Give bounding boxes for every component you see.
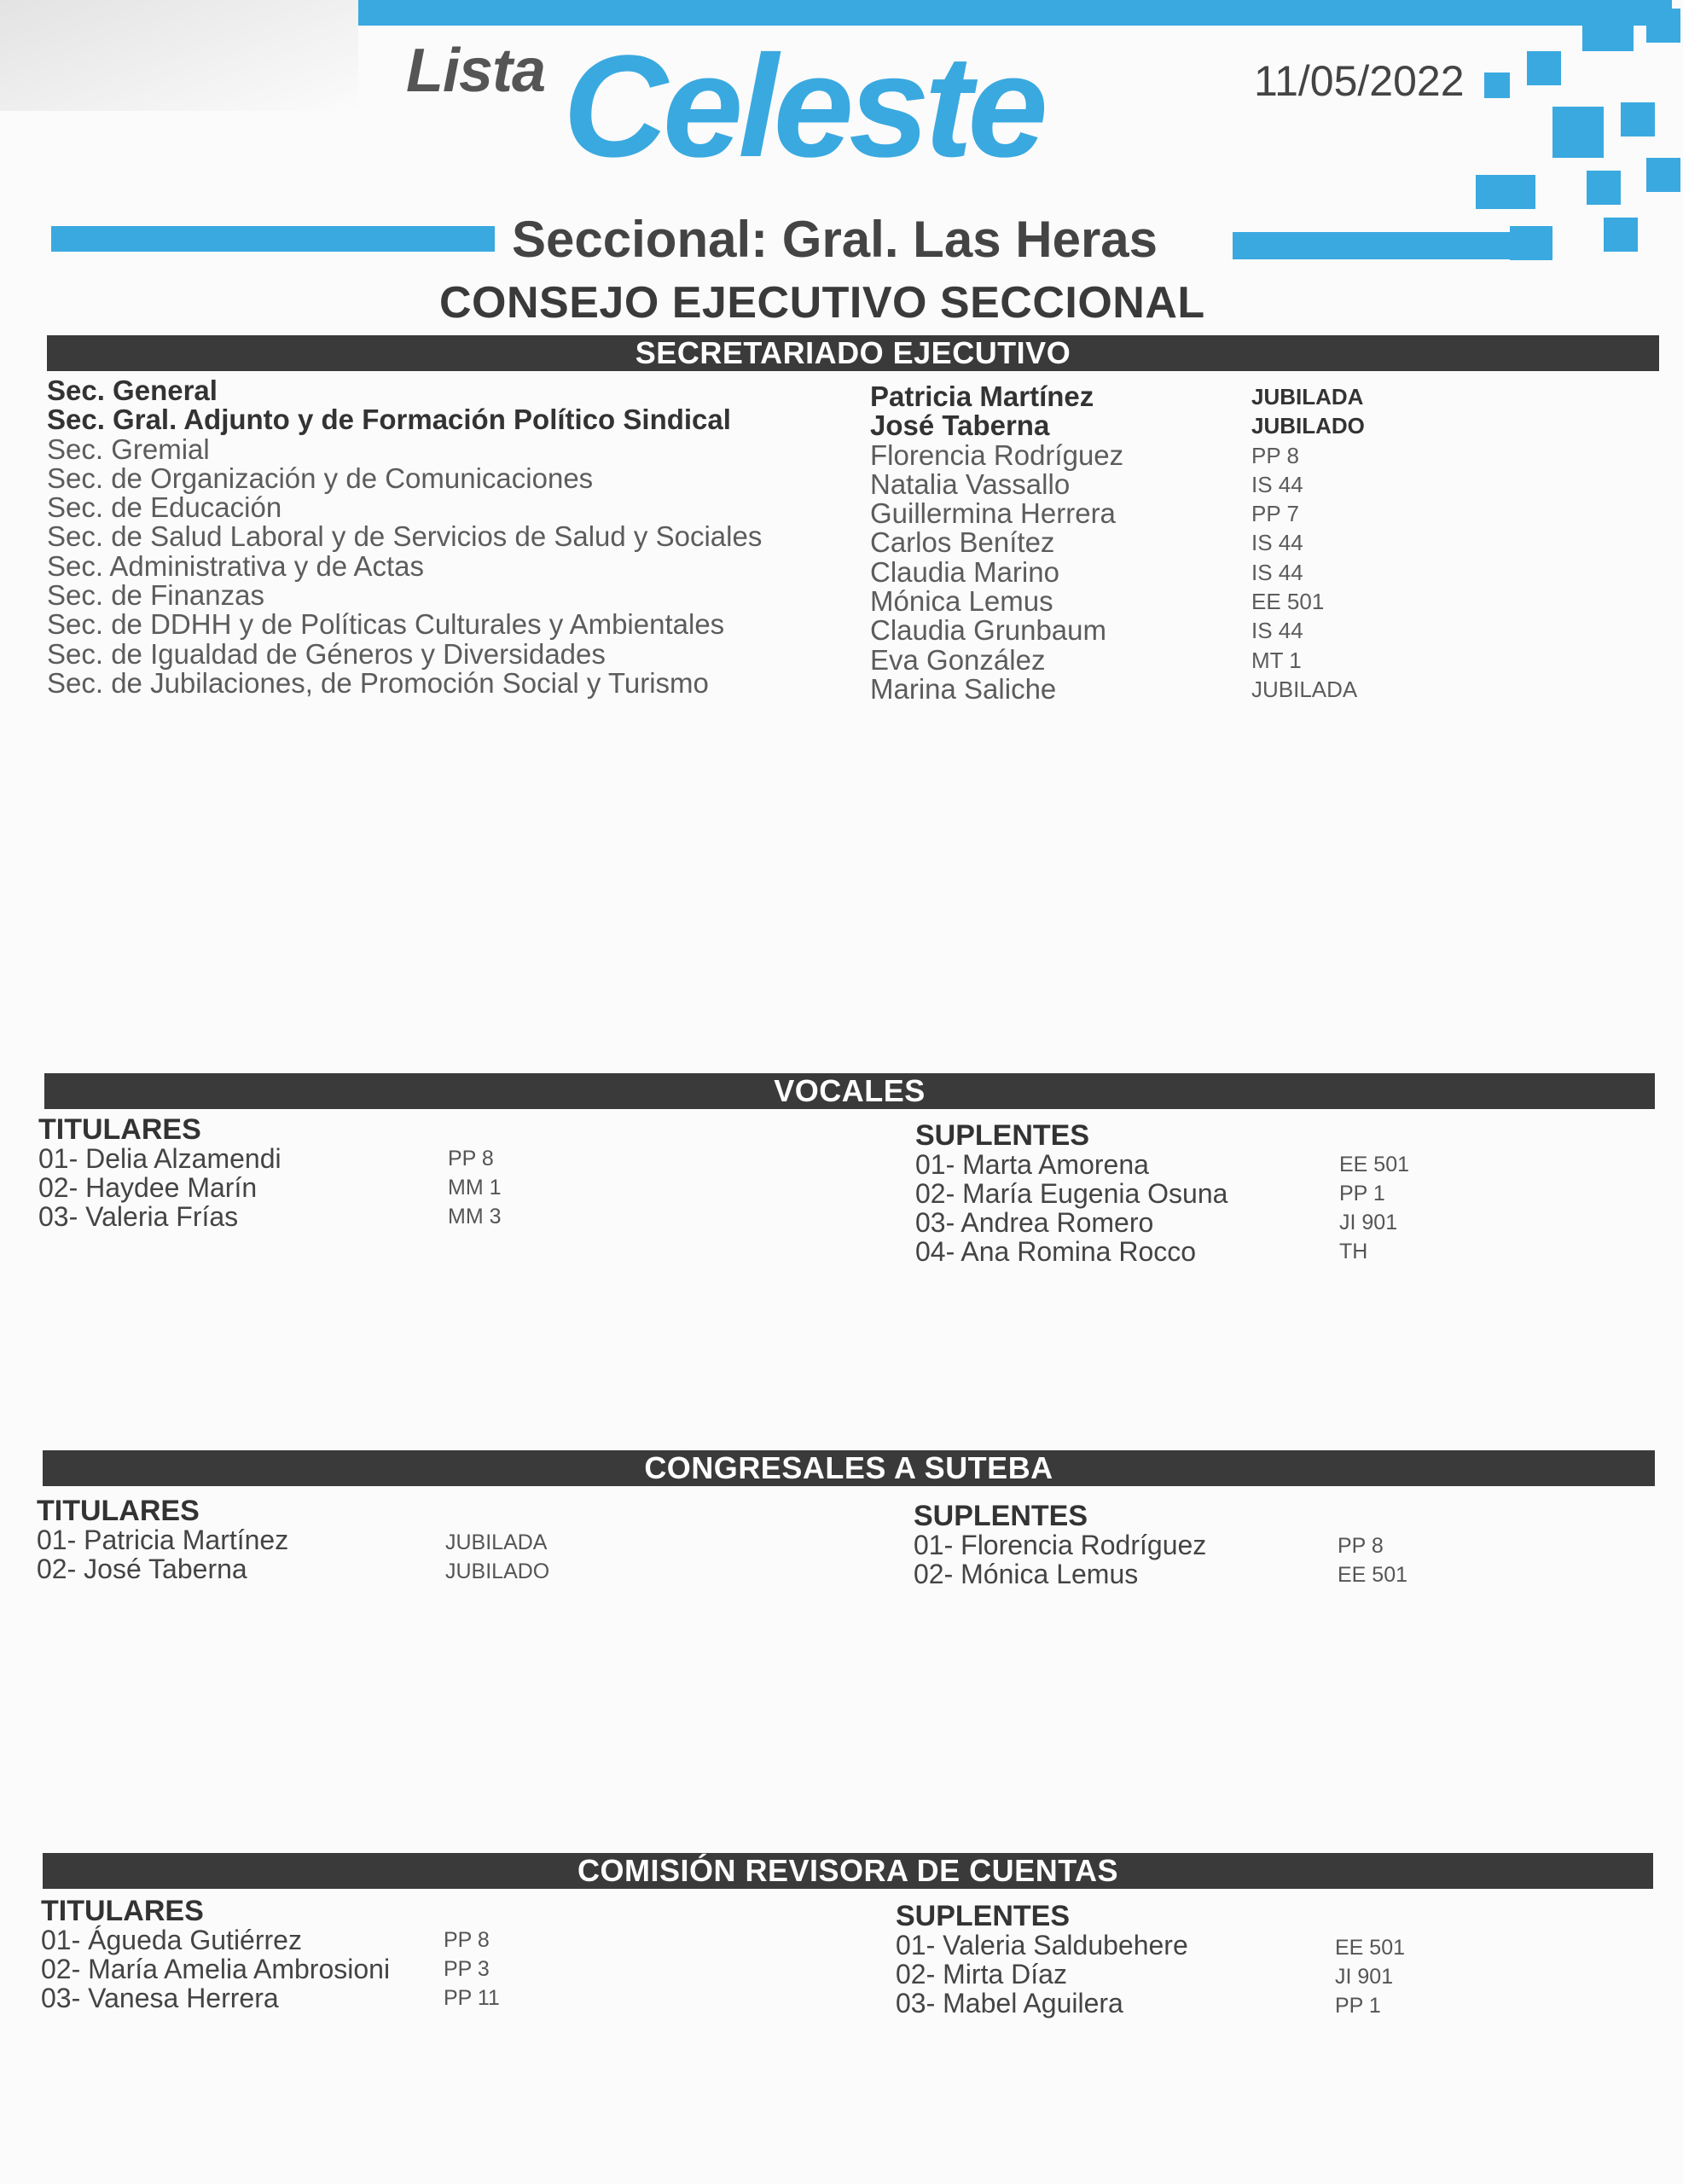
member-code: IS 44 xyxy=(1251,471,1303,497)
list-item: 03- Andrea Romero xyxy=(915,1207,1154,1238)
list-item-code: MM 3 xyxy=(448,1205,502,1228)
role-item: Sec. de Igualdad de Géneros y Diversidades xyxy=(47,637,606,670)
list-item: 01- Florencia Rodríguez xyxy=(914,1530,1207,1560)
seccional-stripe-right xyxy=(1233,232,1552,259)
vocales-bar: VOCALES xyxy=(44,1073,1655,1109)
list-item: 02- María Amelia Ambrosioni xyxy=(41,1954,391,1984)
top-left-shadow xyxy=(0,0,358,111)
secretariado-bar: SECRETARIADO EJECUTIVO xyxy=(47,335,1659,371)
list-item-code: JI 901 xyxy=(1335,1965,1394,1989)
list-item-code: PP 8 xyxy=(444,1928,490,1952)
list-item-code: PP 3 xyxy=(444,1957,490,1981)
list-item-code: EE 501 xyxy=(1338,1563,1408,1587)
list-item-code: MM 1 xyxy=(448,1176,502,1199)
list-item: 03- Vanesa Herrera xyxy=(41,1983,279,2013)
congresales-titulares-label: TITULARES xyxy=(37,1495,200,1527)
role-item: Sec. de Educación xyxy=(47,491,282,524)
member-code: JUBILADA xyxy=(1251,676,1358,702)
member-code: IS 44 xyxy=(1251,559,1303,585)
list-item-code: PP 1 xyxy=(1339,1182,1385,1205)
revisora-suplentes-label: SUPLENTES xyxy=(896,1900,1071,1932)
member-code: JUBILADA xyxy=(1251,384,1364,410)
congresales-bar: CONGRESALES A SUTEBA xyxy=(43,1450,1655,1486)
seccional-title: Seccional: Gral. Las Heras xyxy=(512,211,1158,268)
list-item: 01- Marta Amorena xyxy=(915,1149,1149,1180)
list-item: 02- José Taberna xyxy=(37,1554,247,1584)
member-code: PP 8 xyxy=(1251,442,1299,468)
vocales-suplentes xyxy=(915,1150,1227,1266)
role-item: Sec. de Salud Laboral y de Servicios de Salud y Sociales xyxy=(47,520,763,553)
role-item: Sec. Gral. Adjunto y de Formación Político Sindical xyxy=(47,404,731,436)
list-item-code: JUBILADA xyxy=(445,1531,548,1554)
member-name: Patricia Martínez xyxy=(870,380,1094,412)
list-item-code: PP 1 xyxy=(1335,1994,1381,2018)
document-date: 11/05/2022 xyxy=(1254,57,1465,105)
list-item: 01- Patricia Martínez xyxy=(37,1525,289,1555)
list-item-code: PP 11 xyxy=(444,1986,500,2010)
list-item: 02- Mirta Díaz xyxy=(896,1959,1067,1989)
secretariado-roles xyxy=(47,376,762,698)
revisora-suplentes-codes xyxy=(1335,1933,1405,2020)
vocales-titulares-label: TITULARES xyxy=(38,1113,201,1146)
member-name: Claudia Grunbaum xyxy=(870,614,1106,647)
member-name: Marina Saliche xyxy=(870,672,1057,705)
member-name: Carlos Benítez xyxy=(870,526,1055,559)
member-name: Claudia Marino xyxy=(870,555,1059,588)
list-item-code: EE 501 xyxy=(1335,1936,1406,1960)
list-item-code: PP 8 xyxy=(448,1147,494,1170)
member-name: Guillermina Herrera xyxy=(870,497,1116,530)
revisora-titulares-codes xyxy=(444,1926,500,2013)
vocales-titulares-codes xyxy=(448,1144,502,1231)
congresales-titulares-codes xyxy=(445,1528,549,1586)
role-item: Sec. de Jubilaciones, de Promoción Social y Turismo xyxy=(47,666,709,699)
role-item: Sec. de Organización y de Comunicaciones xyxy=(47,462,594,494)
revisora-titulares-label: TITULARES xyxy=(41,1895,204,1927)
role-item: Sec. Administrativa y de Actas xyxy=(47,549,425,582)
member-code: MT 1 xyxy=(1251,647,1302,673)
list-item: 01- Valeria Saldubehere xyxy=(896,1930,1188,1960)
logo-lista: Lista xyxy=(406,37,546,105)
role-item: Sec. General xyxy=(47,375,218,406)
member-code: IS 44 xyxy=(1251,618,1303,644)
vocales-suplentes-codes xyxy=(1339,1150,1409,1266)
list-item-code: TH xyxy=(1339,1240,1368,1263)
list-item: 02- Mónica Lemus xyxy=(914,1559,1139,1589)
consejo-title: CONSEJO EJECUTIVO SECCIONAL xyxy=(439,278,1205,328)
list-item-code: EE 501 xyxy=(1339,1153,1410,1176)
seccional-stripe-left xyxy=(51,226,495,252)
list-item: 02- María Eugenia Osuna xyxy=(915,1178,1228,1209)
list-item-code: JUBILADO xyxy=(445,1560,550,1583)
revisora-bar: COMISIÓN REVISORA DE CUENTAS xyxy=(43,1853,1653,1889)
list-item: 01- Delia Alzamendi xyxy=(38,1143,281,1174)
member-code: IS 44 xyxy=(1251,530,1303,556)
list-item: 04- Ana Romina Rocco xyxy=(915,1236,1197,1267)
congresales-suplentes xyxy=(914,1531,1206,1589)
role-item: Sec. de Finanzas xyxy=(47,579,264,612)
role-item: Sec. Gremial xyxy=(47,433,210,465)
congresales-suplentes-label: SUPLENTES xyxy=(914,1500,1088,1532)
member-name: Eva González xyxy=(870,643,1046,676)
member-name: Natalia Vassallo xyxy=(870,468,1071,500)
list-item: 01- Águeda Gutiérrez xyxy=(41,1925,302,1955)
secretariado-names xyxy=(870,382,1123,704)
member-name: José Taberna xyxy=(870,410,1050,442)
congresales-suplentes-codes xyxy=(1338,1531,1407,1589)
list-item: 03- Valeria Frías xyxy=(38,1201,239,1232)
vocales-suplentes-label: SUPLENTES xyxy=(915,1119,1090,1152)
logo-celeste: Celeste xyxy=(563,26,1043,188)
role-item: Sec. de DDHH y de Políticas Culturales y Ambientales xyxy=(47,608,725,641)
member-name: Mónica Lemus xyxy=(870,585,1053,618)
congresales-titulares xyxy=(37,1525,288,1583)
revisora-suplentes xyxy=(896,1931,1188,2018)
list-item-code: JI 901 xyxy=(1339,1211,1398,1234)
member-code: PP 7 xyxy=(1251,501,1299,527)
list-item-code: PP 8 xyxy=(1338,1534,1384,1558)
member-name: Florencia Rodríguez xyxy=(870,439,1124,471)
list-item: 02- Haydee Marín xyxy=(38,1172,258,1203)
revisora-titulares xyxy=(41,1926,390,2013)
secretariado-codes xyxy=(1251,382,1365,704)
list-item: 03- Mabel Aguilera xyxy=(896,1988,1123,2018)
vocales-titulares xyxy=(38,1144,281,1231)
member-code: JUBILADO xyxy=(1251,413,1365,439)
member-code: EE 501 xyxy=(1251,589,1325,615)
